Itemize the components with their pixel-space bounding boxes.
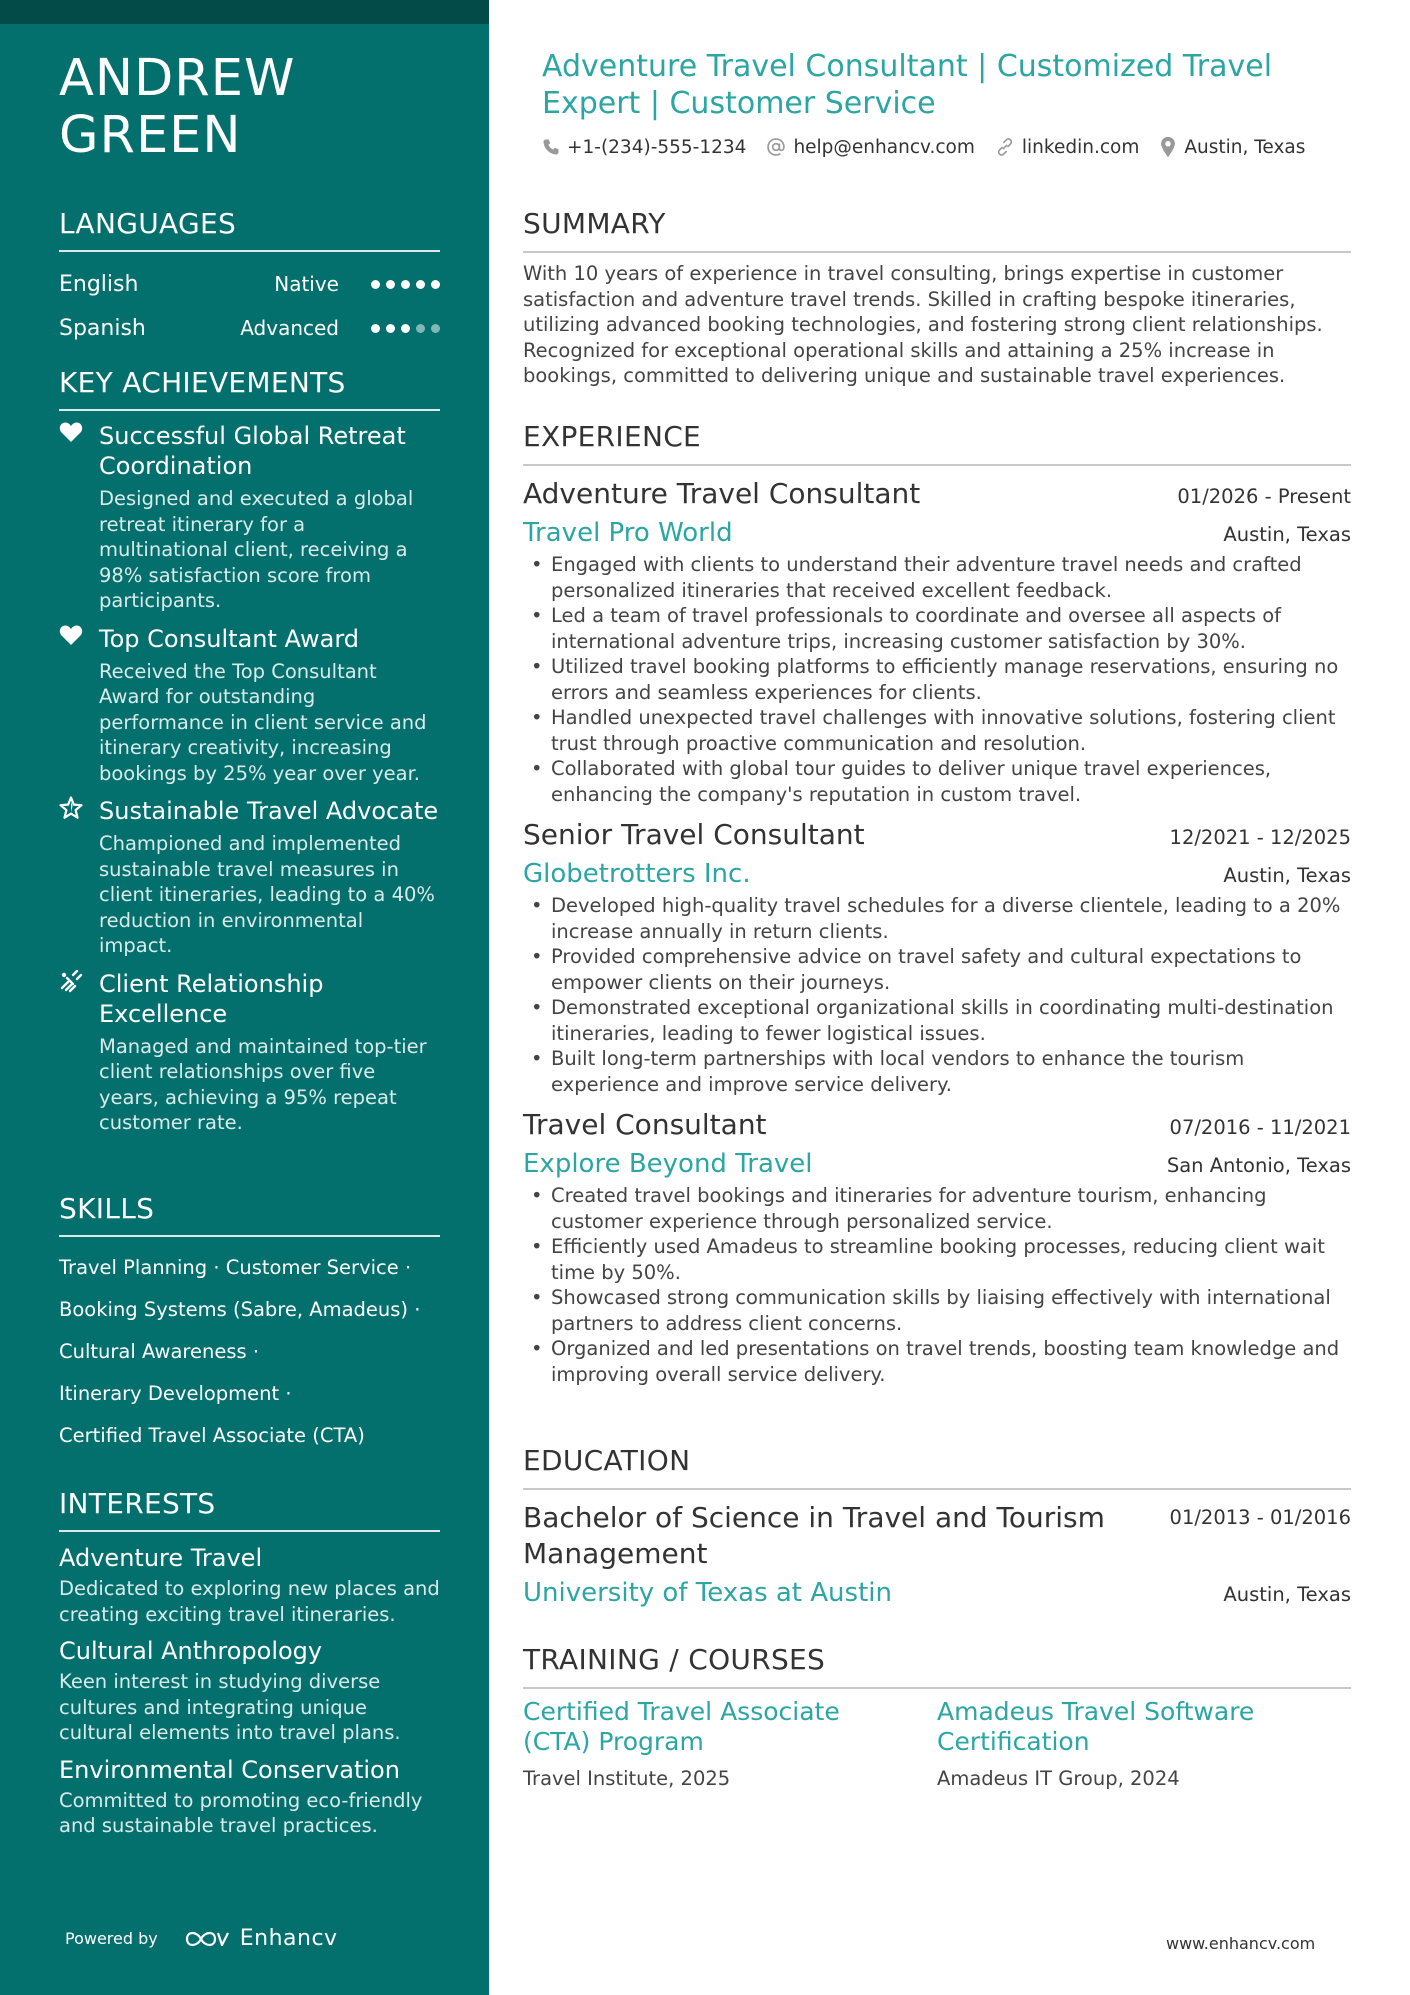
skill-item: Travel Planning · Customer Service · [59,1256,412,1279]
summary-heading: SUMMARY [523,206,1351,253]
linkedin-text: linkedin.com [1021,136,1140,158]
job-entry [523,1107,1351,1387]
interest-title: Adventure Travel [59,1544,263,1572]
handshake-icon [59,969,99,1136]
achievement-desc: Received the Top Consultant Award for outstanding performance in client service and itinerary creativity, increasing bookings by 25% year over year. [99,659,427,785]
contact-linkedin[interactable] [995,137,1139,158]
job-bullets [523,893,1351,1097]
job-bullet: • Collaborated with global tour guides to deliver unique travel experiences, enhancing the company's reputation in custom travel. [523,756,1351,807]
job-bullet: • Utilized travel booking platforms to efficiently manage reservations, ensuring no errors and seamless experiences for clients. [523,654,1351,705]
rating-dot [431,280,440,289]
achievement-title: Successful Global Retreat Coordination [99,422,406,480]
course-title: Amadeus Travel Software Certification [937,1697,1255,1756]
phone-icon [542,138,560,156]
achievement-item [59,796,440,959]
experience-heading: EXPERIENCE [523,419,1351,466]
contact-email[interactable] [766,137,974,158]
job-bullet: • Demonstrated exceptional organizational skills in coordinating multi-destination itineraries, leading to fewer logistical issues. [523,995,1351,1046]
job-bullet: • Efficiently used Amadeus to streamline booking processes, reducing client wait time by 50%. [523,1234,1351,1285]
skill-item: Certified Travel Associate (CTA) [59,1424,365,1447]
enhancv-brand: Enhancv [239,1926,338,1951]
contact-phone[interactable] [542,137,746,158]
contact-bar [542,136,1325,158]
headline: Adventure Travel Consultant | Customized Travel Expert | Customer Service [542,49,1273,121]
link-icon [995,137,1015,157]
email-text: help@enhancv.com [793,136,975,158]
course-meta: Amadeus IT Group, 2024 [937,1767,1180,1790]
interest-desc: Dedicated to exploring new places and creating exciting travel itineraries. [59,1577,440,1626]
interests-heading: INTERESTS [59,1486,440,1532]
job-date: 07/2016 - 11/2021 [1169,1116,1351,1139]
language-row [59,306,440,350]
experience-section [523,419,1351,1387]
language-name: English [59,271,139,297]
course-meta: Travel Institute, 2025 [523,1767,731,1790]
rating-dot [386,280,395,289]
rating-dot [416,280,425,289]
rating-dot [416,324,425,333]
skills-section [59,1191,440,1457]
job-bullet: • Handled unexpected travel challenges with innovative solutions, fostering client trust through proactive communication and resolution. [523,705,1351,756]
languages-section [59,206,440,350]
achievement-desc: Managed and maintained top-tier client relationships over five years, achieving a 95% repeat customer rate. [99,1034,427,1134]
job-bullet: • Built long-term partnerships with local vendors to enhance the tourism experience and improve service delivery. [523,1046,1351,1097]
sidebar-top-bar [0,0,489,24]
map-pin-icon [1159,136,1177,158]
education-section [523,1443,1351,1610]
achievements-section [59,365,440,1136]
rating-dot [401,324,410,333]
job-company: Travel Pro World [523,518,733,548]
interests-section [59,1486,440,1839]
interest-title: Environmental Conservation [59,1755,400,1784]
interest-desc: Keen interest in studying diverse cultures and integrating unique cultural elements into travel plans. [59,1670,401,1744]
achievement-item [59,969,440,1136]
training-section [523,1642,1351,1790]
site-url[interactable]: www.enhancv.com [1166,1934,1316,1953]
interest-item [59,1542,440,1627]
job-date: 01/2026 - Present [1177,485,1351,508]
sidebar [0,0,489,1995]
course-item [937,1697,1351,1790]
job-company: Explore Beyond Travel [523,1149,813,1179]
phone-text: +1-(234)-555-1234 [567,136,747,158]
heart-icon [59,421,99,614]
contact-location [1159,136,1305,158]
achievement-title: Top Consultant Award [99,624,359,653]
powered-by-label: Powered by [65,1929,158,1948]
job-bullet: • Created travel bookings and itineraries for adventure tourism, enhancing customer experience through personalized service. [523,1183,1351,1234]
course-item [523,1697,937,1790]
job-date: 12/2021 - 12/2025 [1169,826,1351,849]
star-icon [59,796,99,959]
course-title: Certified Travel Associate (CTA) Program [523,1697,840,1756]
achievement-title: Client Relationship Excellence [99,969,324,1028]
language-level: Native [274,272,339,296]
skills-heading: SKILLS [59,1191,440,1237]
job-title: Adventure Travel Consultant [523,477,921,510]
enhancv-logo-icon [184,1927,230,1951]
job-title: Senior Travel Consultant [523,818,865,851]
rating-dot [401,280,410,289]
candidate-name: ANDREW GREEN [59,49,296,165]
achievements-heading: KEY ACHIEVEMENTS [59,365,440,411]
job-location: Austin, Texas [1223,523,1351,546]
interest-item [59,1635,440,1746]
rating-dot [371,280,380,289]
languages-heading: LANGUAGES [59,206,440,252]
job-location: San Antonio, Texas [1166,1154,1351,1177]
school-name: University of Texas at Austin [523,1578,892,1608]
interest-title: Cultural Anthropology [59,1637,323,1665]
language-row [59,262,440,306]
powered-by [65,1926,338,1951]
job-bullet: • Engaged with clients to understand their adventure travel needs and crafted personalized itineraries that received excellent feedback. [523,552,1351,603]
education-date: 01/2013 - 01/2016 [1169,1506,1351,1529]
language-rating [371,280,440,289]
achievement-item [59,421,440,614]
location-text: Austin, Texas [1184,136,1306,158]
interest-desc: Committed to promoting eco-friendly and sustainable travel practices. [59,1788,423,1837]
rating-dot [431,324,440,333]
enhancv-logo[interactable] [184,1926,338,1951]
language-rating [371,324,440,333]
job-bullet: • Provided comprehensive advice on travel safety and cultural expectations to empower clients on their journeys. [523,944,1351,995]
at-icon [766,137,786,157]
rating-dot [371,324,380,333]
achievement-item [59,624,440,787]
job-title: Travel Consultant [523,1108,767,1141]
summary-text: With 10 years of experience in travel consulting, brings expertise in customer satisfaction and adventure travel trends. Skilled in crafting bespoke itineraries, utilizing advanced booking technologies, and fostering strong client relationships. Recognized for exceptional operational skills and attaining a 25% increase in bookings, committed to delivering unique and sustainable travel experiences. [523,262,1323,387]
heart-icon [59,624,99,787]
language-name: Spanish [59,315,146,341]
job-bullet: • Showcased strong communication skills by liaising effectively with international partners to address client concerns. [523,1285,1351,1336]
job-bullet: • Led a team of travel professionals to coordinate and oversee all aspects of international adventure trips, increasing customer satisfaction by 30%. [523,603,1351,654]
training-heading: TRAINING / COURSES [523,1642,1351,1689]
achievement-desc: Championed and implemented sustainable travel measures in client itineraries, leading to a 40% reduction in environmental impact. [99,832,435,957]
rating-dot [386,324,395,333]
skill-item: Booking Systems (Sabre, Amadeus) · [59,1298,421,1321]
language-level: Advanced [240,316,339,340]
achievement-desc: Designed and executed a global retreat itinerary for a multinational client, receiving a 98% satisfaction score from participants. [99,487,414,612]
job-company: Globetrotters Inc. [523,859,751,889]
job-bullet: • Developed high-quality travel schedules for a diverse clientele, leading to a 20% increase annually in return clients. [523,893,1351,944]
education-heading: EDUCATION [523,1443,1351,1490]
education-location: Austin, Texas [1223,1583,1351,1606]
achievement-title: Sustainable Travel Advocate [99,797,439,825]
skill-item: Itinerary Development · [59,1382,292,1405]
degree-title: Bachelor of Science in Travel and Tourism Management [523,1501,1105,1570]
interest-item [59,1754,440,1839]
job-location: Austin, Texas [1223,864,1351,887]
job-bullets [523,552,1351,807]
job-bullets [523,1183,1351,1387]
skill-item: Cultural Awareness · [59,1340,260,1363]
job-entry [523,817,1351,1097]
job-entry [523,476,1351,807]
summary-section [523,206,1351,389]
job-bullet: • Organized and led presentations on travel trends, boosting team knowledge and improving overall service delivery. [523,1336,1351,1387]
